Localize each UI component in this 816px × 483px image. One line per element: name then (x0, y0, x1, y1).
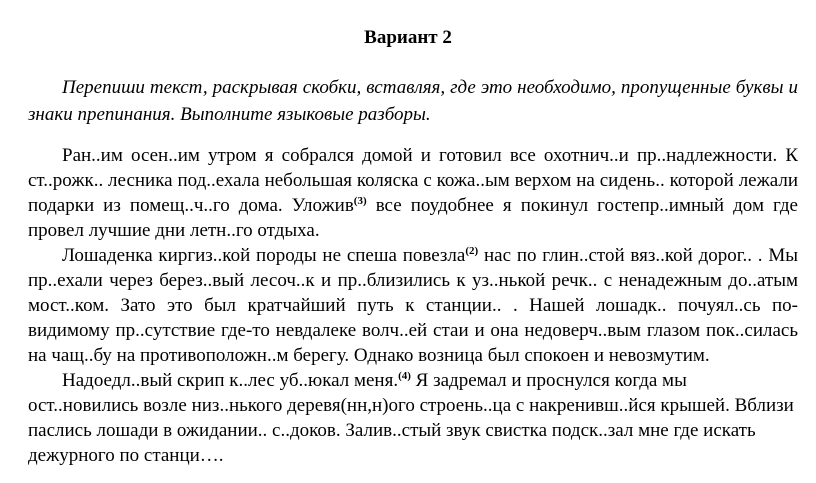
paragraph-2-part-2: нас по глин..стой вяз..кой дорог.. . Мы пр..ехали через берез..вый лесоч..к и пр..близились к уз..нькой речк.. с ненадежным до..атым мост..ком. Зато это был кратчайший путь к станции.. . Нашей лошадк.. почуял..сь по-видимому пр..сутствие где-то невдалеке волч..ей стаи и она недоверч..вым глазом пок..силась на чащ..бу на противоположн..м берегу. Однако возница был спокоен и невозмутим. (28, 245, 798, 366)
paragraph-1-part-2: все поудобнее я покинул гостепр..имный дом где провел лучшие дни летн..го отдыха. (28, 195, 798, 241)
paragraph-3-part-2: Я задремал и проснулся когда мы ост..новились возле низ..нького деревя(нн,н)ого строень..ца с накренивш..йся крышей. Вблизи паслись лошади в ожидании.. с..доков. Залив..стый звук свистка подск..зал мне где искать дежурного по станци…. (28, 370, 794, 466)
paragraph-3 (28, 368, 798, 468)
parse-mark-2: (2) (465, 245, 479, 257)
exercise-text (28, 143, 798, 468)
parse-mark-4: (4) (398, 370, 411, 382)
paragraph-1-part-1: Ран..им осен..им утром я собрался домой и готовил все охотнич..и пр..надлежности. К ст..рожк.. лесника под..ехала небольшая коляска с кожа..ым верхом на сидень.. которой лежали подарки из помещ..ч..го дома. Уложив (28, 145, 798, 216)
paragraph-1 (28, 143, 798, 243)
task-instruction: Перепиши текст, раскрывая скобки, вставляя, где это необходимо, пропущенные буквы и знаки препинания. Выполните языковые разборы. (28, 77, 798, 125)
paragraph-2-part-1: Лошаденка киргиз..кой породы не спеша повезла (62, 245, 466, 266)
paragraph-3-part-1: Надоедл..вый скрип к..лес уб..юкал меня. (62, 370, 399, 391)
paragraph-2 (28, 243, 798, 368)
document-title: Вариант 2 (364, 27, 452, 48)
parse-mark-3: (3) (353, 195, 367, 207)
